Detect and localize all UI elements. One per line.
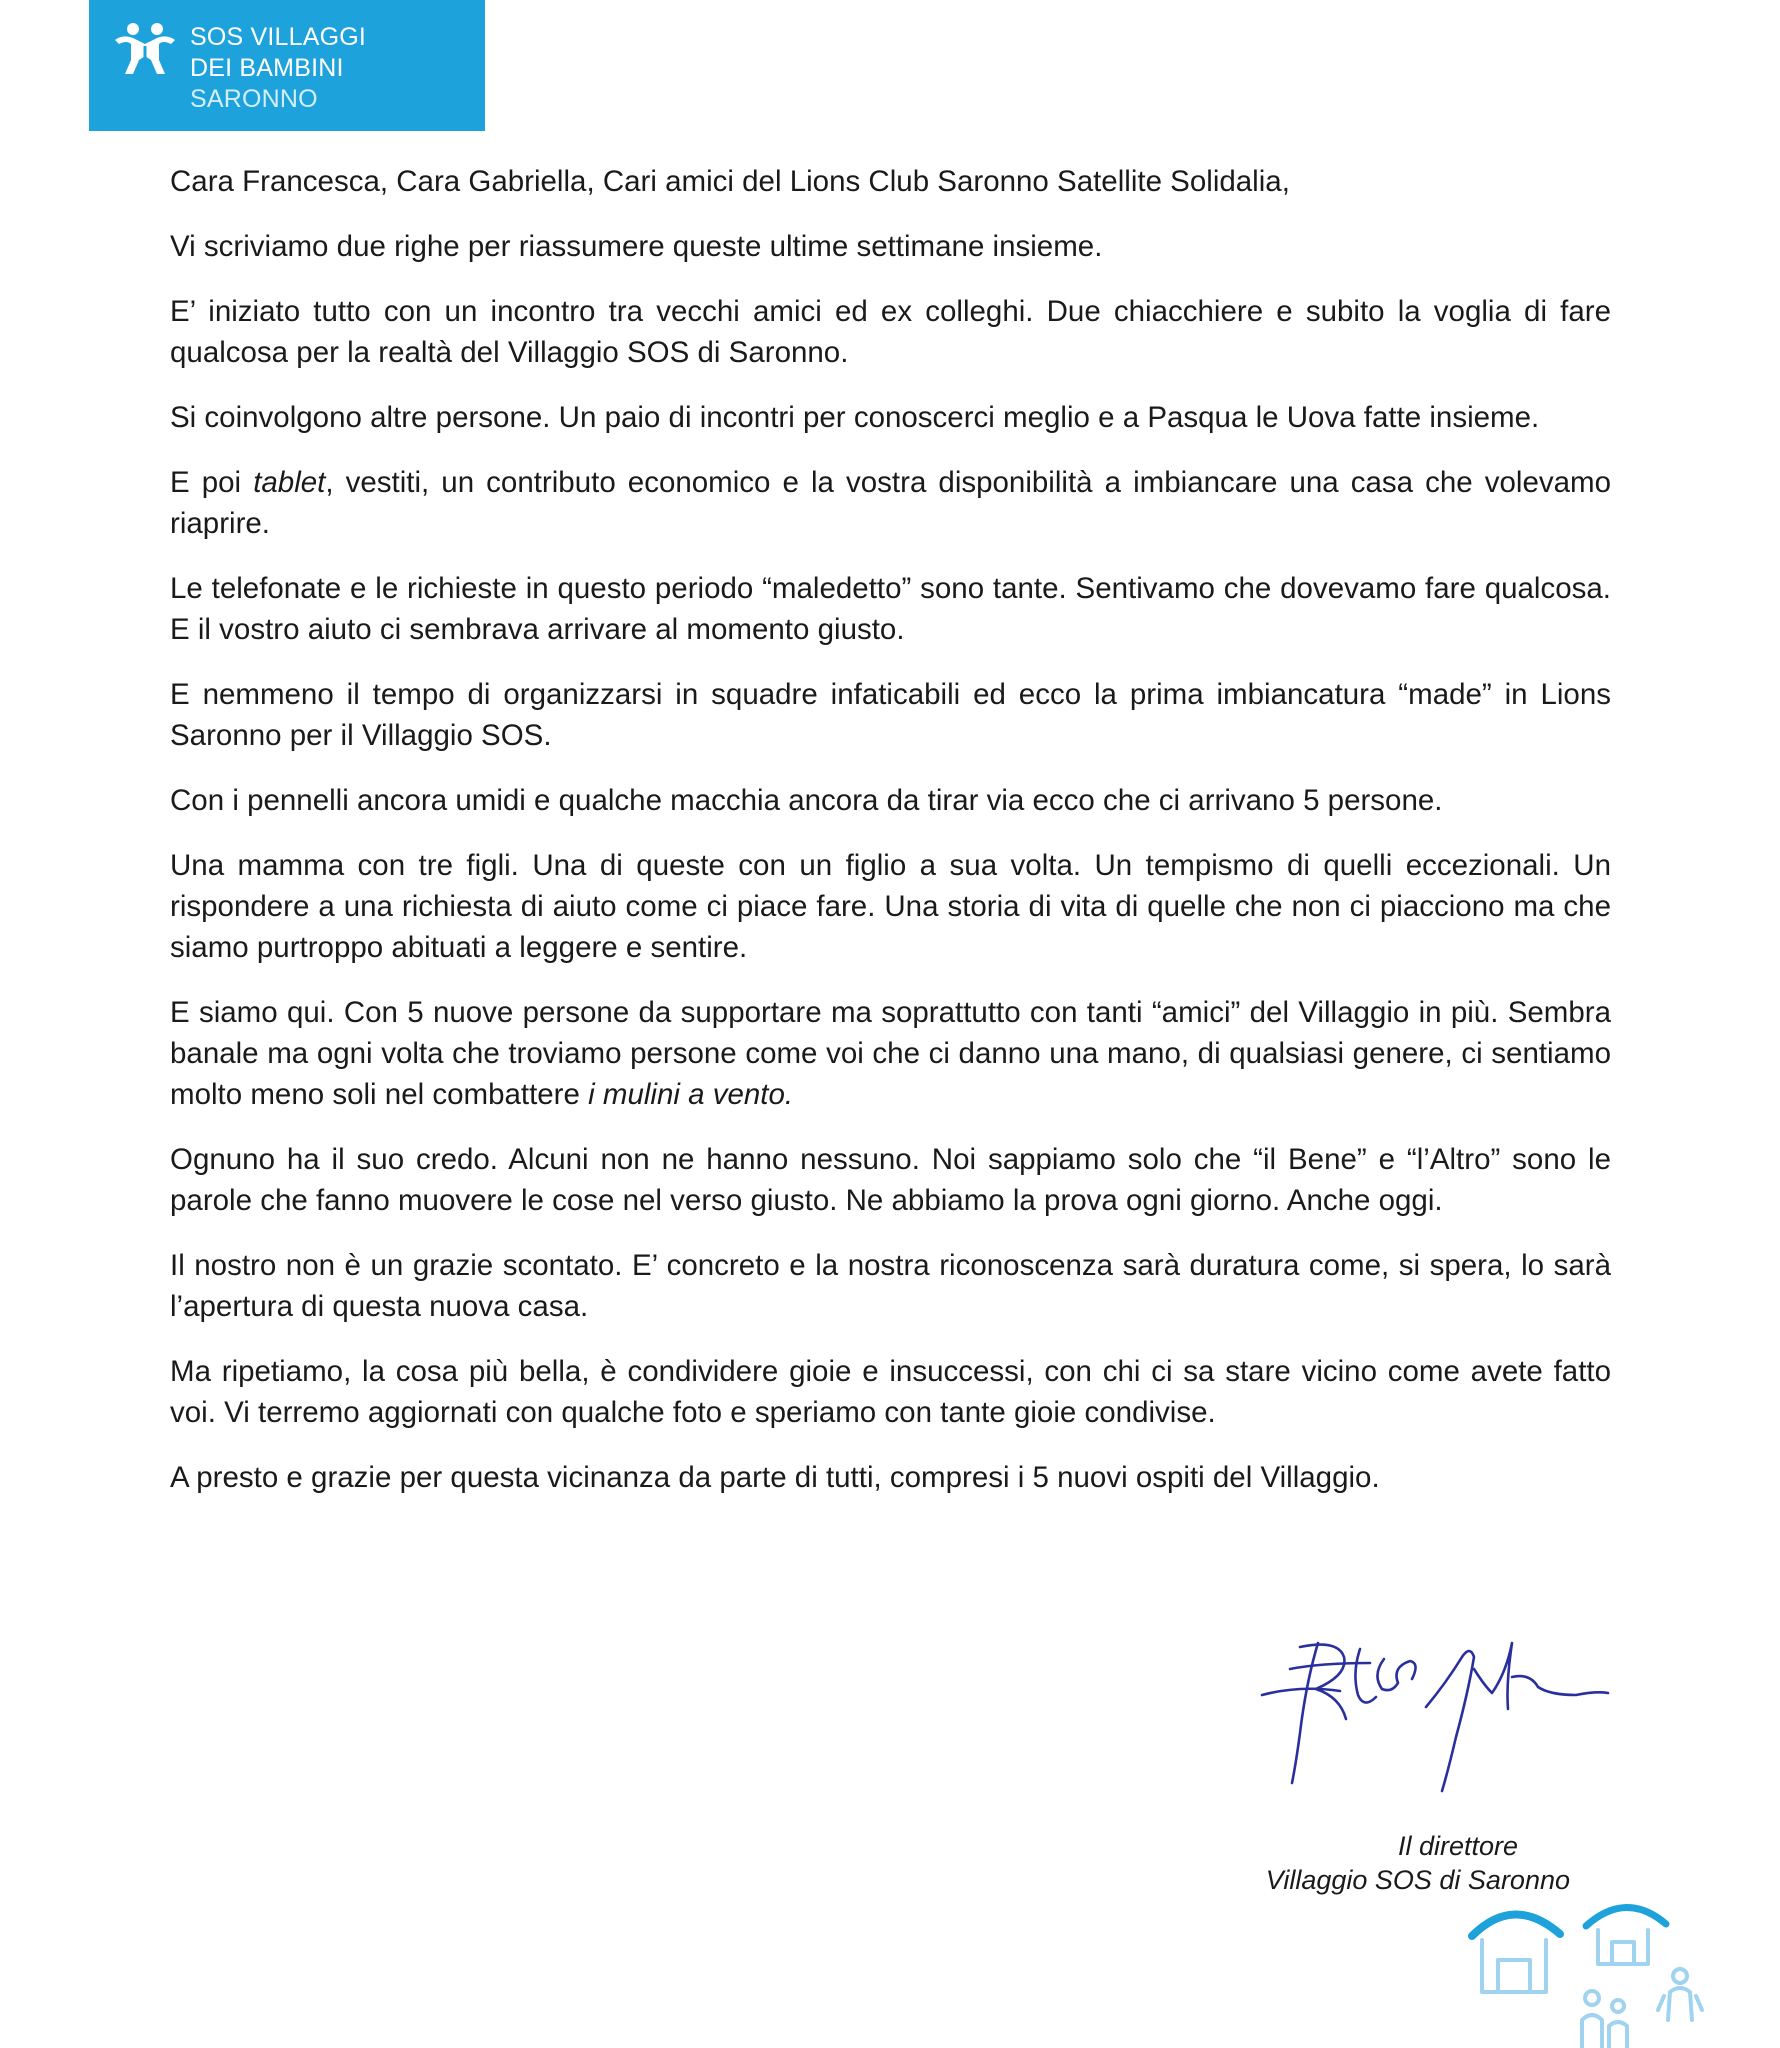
logo-city: SARONNO: [190, 85, 318, 113]
paragraph-4: [170, 462, 1611, 544]
closing-line: A presto e grazie per questa vicinanza da parte di tutti, compresi i 5 nuovi ospiti del Villaggio.: [170, 1461, 1380, 1494]
logo-line-1: SOS VILLAGGI: [190, 23, 367, 51]
salutation: Cara Francesca, Cara Gabriella, Cari amici del Lions Club Saronno Satellite Solidalia,: [170, 165, 1290, 198]
paragraph-10: Ognuno ha il suo credo. Alcuni non ne hanno nessuno. Noi sappiamo solo che “il Bene” e “l’Altro” sono le parole che fanno muovere le cose nel verso giusto. Ne abbiamo la prova ogni giorno. Anche oggi.: [170, 1143, 1611, 1217]
paragraph-1: Vi scriviamo due righe per riassumere queste ultime settimane insieme.: [170, 230, 1103, 263]
paragraph-4-end: , vestiti, un contributo economico e la vostra disponibilità a imbiancare una casa che volevamo riaprire.: [170, 466, 1612, 540]
paragraph-12: Ma ripetiamo, la cosa più bella, è condividere gioie e insuccessi, con chi ci sa stare vicino come avete fatto voi. Vi terremo aggiornati con qualche foto e speriamo con tante gioie condivise.: [170, 1355, 1611, 1429]
signatory-organization: Villaggio SOS di Saronno: [1265, 1865, 1570, 1895]
paragraph-11: Il nostro non è un grazie scontato. E’ concreto e la nostra riconoscenza sarà duratura come, si spera, lo sarà l’apertura di questa nuova casa.: [170, 1249, 1611, 1323]
houses-family-icon: [1468, 1880, 1708, 2048]
logo-line-2: DEI BAMBINI: [190, 54, 344, 82]
logo-text: [190, 22, 366, 115]
paragraph-3: Si coinvolgono altre persone. Un paio di incontri per conoscerci meglio e a Pasqua le Uova fatte insieme.: [170, 401, 1540, 434]
paragraph-6: E nemmeno il tempo di organizzarsi in squadre infaticabili ed ecco la prima imbiancatura “made” in Lions Saronno per il Villaggio SOS.: [170, 678, 1611, 752]
paragraph-5: Le telefonate e le richieste in questo periodo “maledetto” sono tante. Sentivamo che dovevamo fare qualcosa. E il vostro aiuto ci sembrava arrivare al momento giusto.: [170, 572, 1611, 646]
handwritten-signature: [1260, 1633, 1620, 1803]
signatory-role: Il direttore: [1397, 1831, 1518, 1861]
letter-body: [170, 161, 1611, 1522]
paragraph-9-start: E siamo qui. Con 5 nuove persone da supportare ma soprattutto con tanti “amici” del Villaggio in più. Sembra banale ma ogni volta che troviamo persone come voi che ci danno una mano, di qualsiasi genere, ci sentiamo molto meno soli nel combattere: [170, 996, 1611, 1111]
paragraph-9: [170, 992, 1611, 1115]
paragraph-2: E’ iniziato tutto con un incontro tra vecchi amici ed ex colleghi. Due chiacchiere e subito la voglia di fare qualcosa per la realtà del Villaggio SOS di Saronno.: [170, 295, 1611, 369]
paragraph-8: Una mamma con tre figli. Una di queste con un figlio a sua volta. Un tempismo di quelli eccezionali. Un rispondere a una richiesta di aiuto come ci piace fare. Una storia di vita di quelle che non ci piacciono ma che siamo purtroppo abituati a leggere e sentire.: [170, 849, 1611, 964]
paragraph-7: Con i pennelli ancora umidi e qualche macchia ancora da tirar via ecco che ci arrivano 5 persone.: [170, 784, 1443, 817]
paragraph-4-italic: tablet: [253, 466, 326, 499]
children-icon: [113, 20, 177, 76]
paragraph-9-italic: i mulini a vento.: [588, 1078, 794, 1111]
paragraph-4-start: E poi: [170, 466, 254, 499]
logo-box: [89, 0, 485, 131]
